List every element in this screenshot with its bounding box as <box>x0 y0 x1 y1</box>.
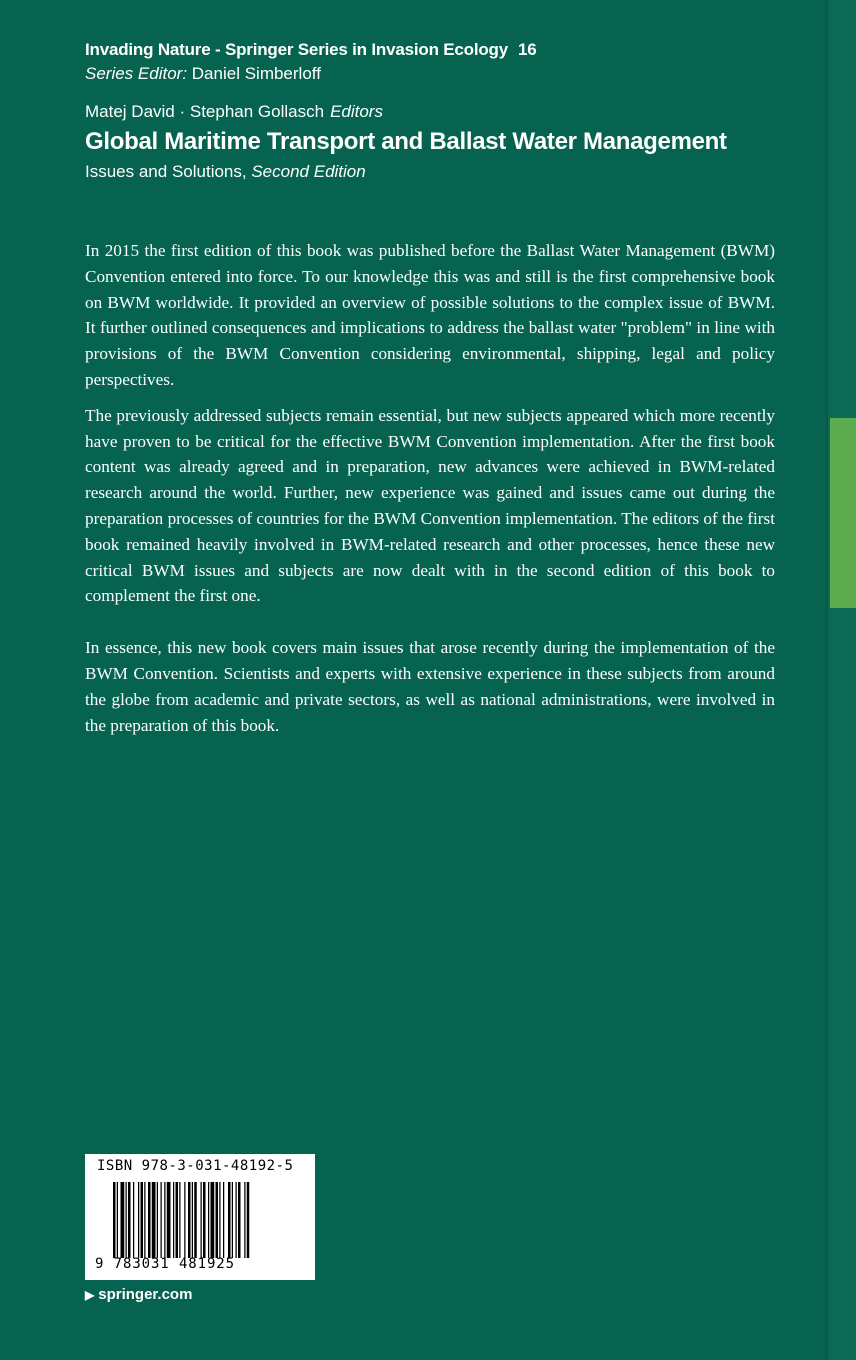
book-subtitle-line <box>85 160 765 184</box>
isbn-text: ISBN 978-3-031-48192-5 <box>97 1158 294 1174</box>
blurb-paragraph-2: The previously addressed subjects remain essential, but new subjects appeared which more recently have proven to be critical for the effective BWM Convention implementation. After the first book content was already agreed and in preparation, new advances were achieved in BWM-related research around the world. Further, new experience was gained and issues came out during the preparation processes of countries for the BWM Convention implementation. The editors of the first book remained heavily involved in BWM-related research and other processes, hence these new critical BWM issues and subjects are now dealt with in the second edition of this book to complement the first one. <box>85 405 775 606</box>
barcode-image <box>113 1182 299 1258</box>
publisher-link[interactable] <box>85 1286 192 1303</box>
editors-label: Editors <box>330 102 383 121</box>
barcode-digits: 9 783031 481925 <box>95 1256 235 1272</box>
publisher-website: springer.com <box>98 1286 193 1303</box>
series-editor-name: Daniel Simberloff <box>191 64 321 83</box>
editors-line <box>85 100 765 124</box>
editors-names: Matej David · Stephan Gollasch <box>85 102 325 121</box>
barcode-box <box>85 1154 315 1280</box>
book-title: Global Maritime Transport and Ballast Water Management <box>85 128 727 155</box>
series-title-line <box>85 38 765 62</box>
spine-edge <box>826 0 856 1360</box>
header <box>85 38 765 184</box>
triangle-right-icon: ▶ <box>85 1288 95 1302</box>
blurb-paragraph-3: In essence, this new book covers main issues that arose recently during the implementation of the BWM Convention. Scientists and experts with extensive experience in these subjects from around the globe from academic and private sectors, as well as national administrations, were involved in the preparation of this book. <box>85 638 775 735</box>
series-editor-line <box>85 62 765 86</box>
blurb <box>85 238 775 738</box>
series-title: Invading Nature - Springer Series in Invasion Ecology <box>85 40 508 59</box>
color-tab <box>830 418 856 608</box>
series-number: 16 <box>518 40 537 59</box>
series-editor-label: Series Editor: <box>85 64 188 83</box>
book-edition: Second Edition <box>251 162 366 181</box>
book-subtitle: Issues and Solutions, <box>85 162 247 181</box>
blurb-paragraph-1: In 2015 the first edition of this book was published before the Ballast Water Management (BWM) Convention entered into force. To our knowledge this was and still is the first comprehensive book on BWM worldwide. It provided an overview of possible solutions to the complex issue of BWM. It further outlined consequences and implications to address the ballast water "problem" in line with provisions of the BWM Convention considering environmental, shipping, legal and policy perspectives. <box>85 241 775 389</box>
